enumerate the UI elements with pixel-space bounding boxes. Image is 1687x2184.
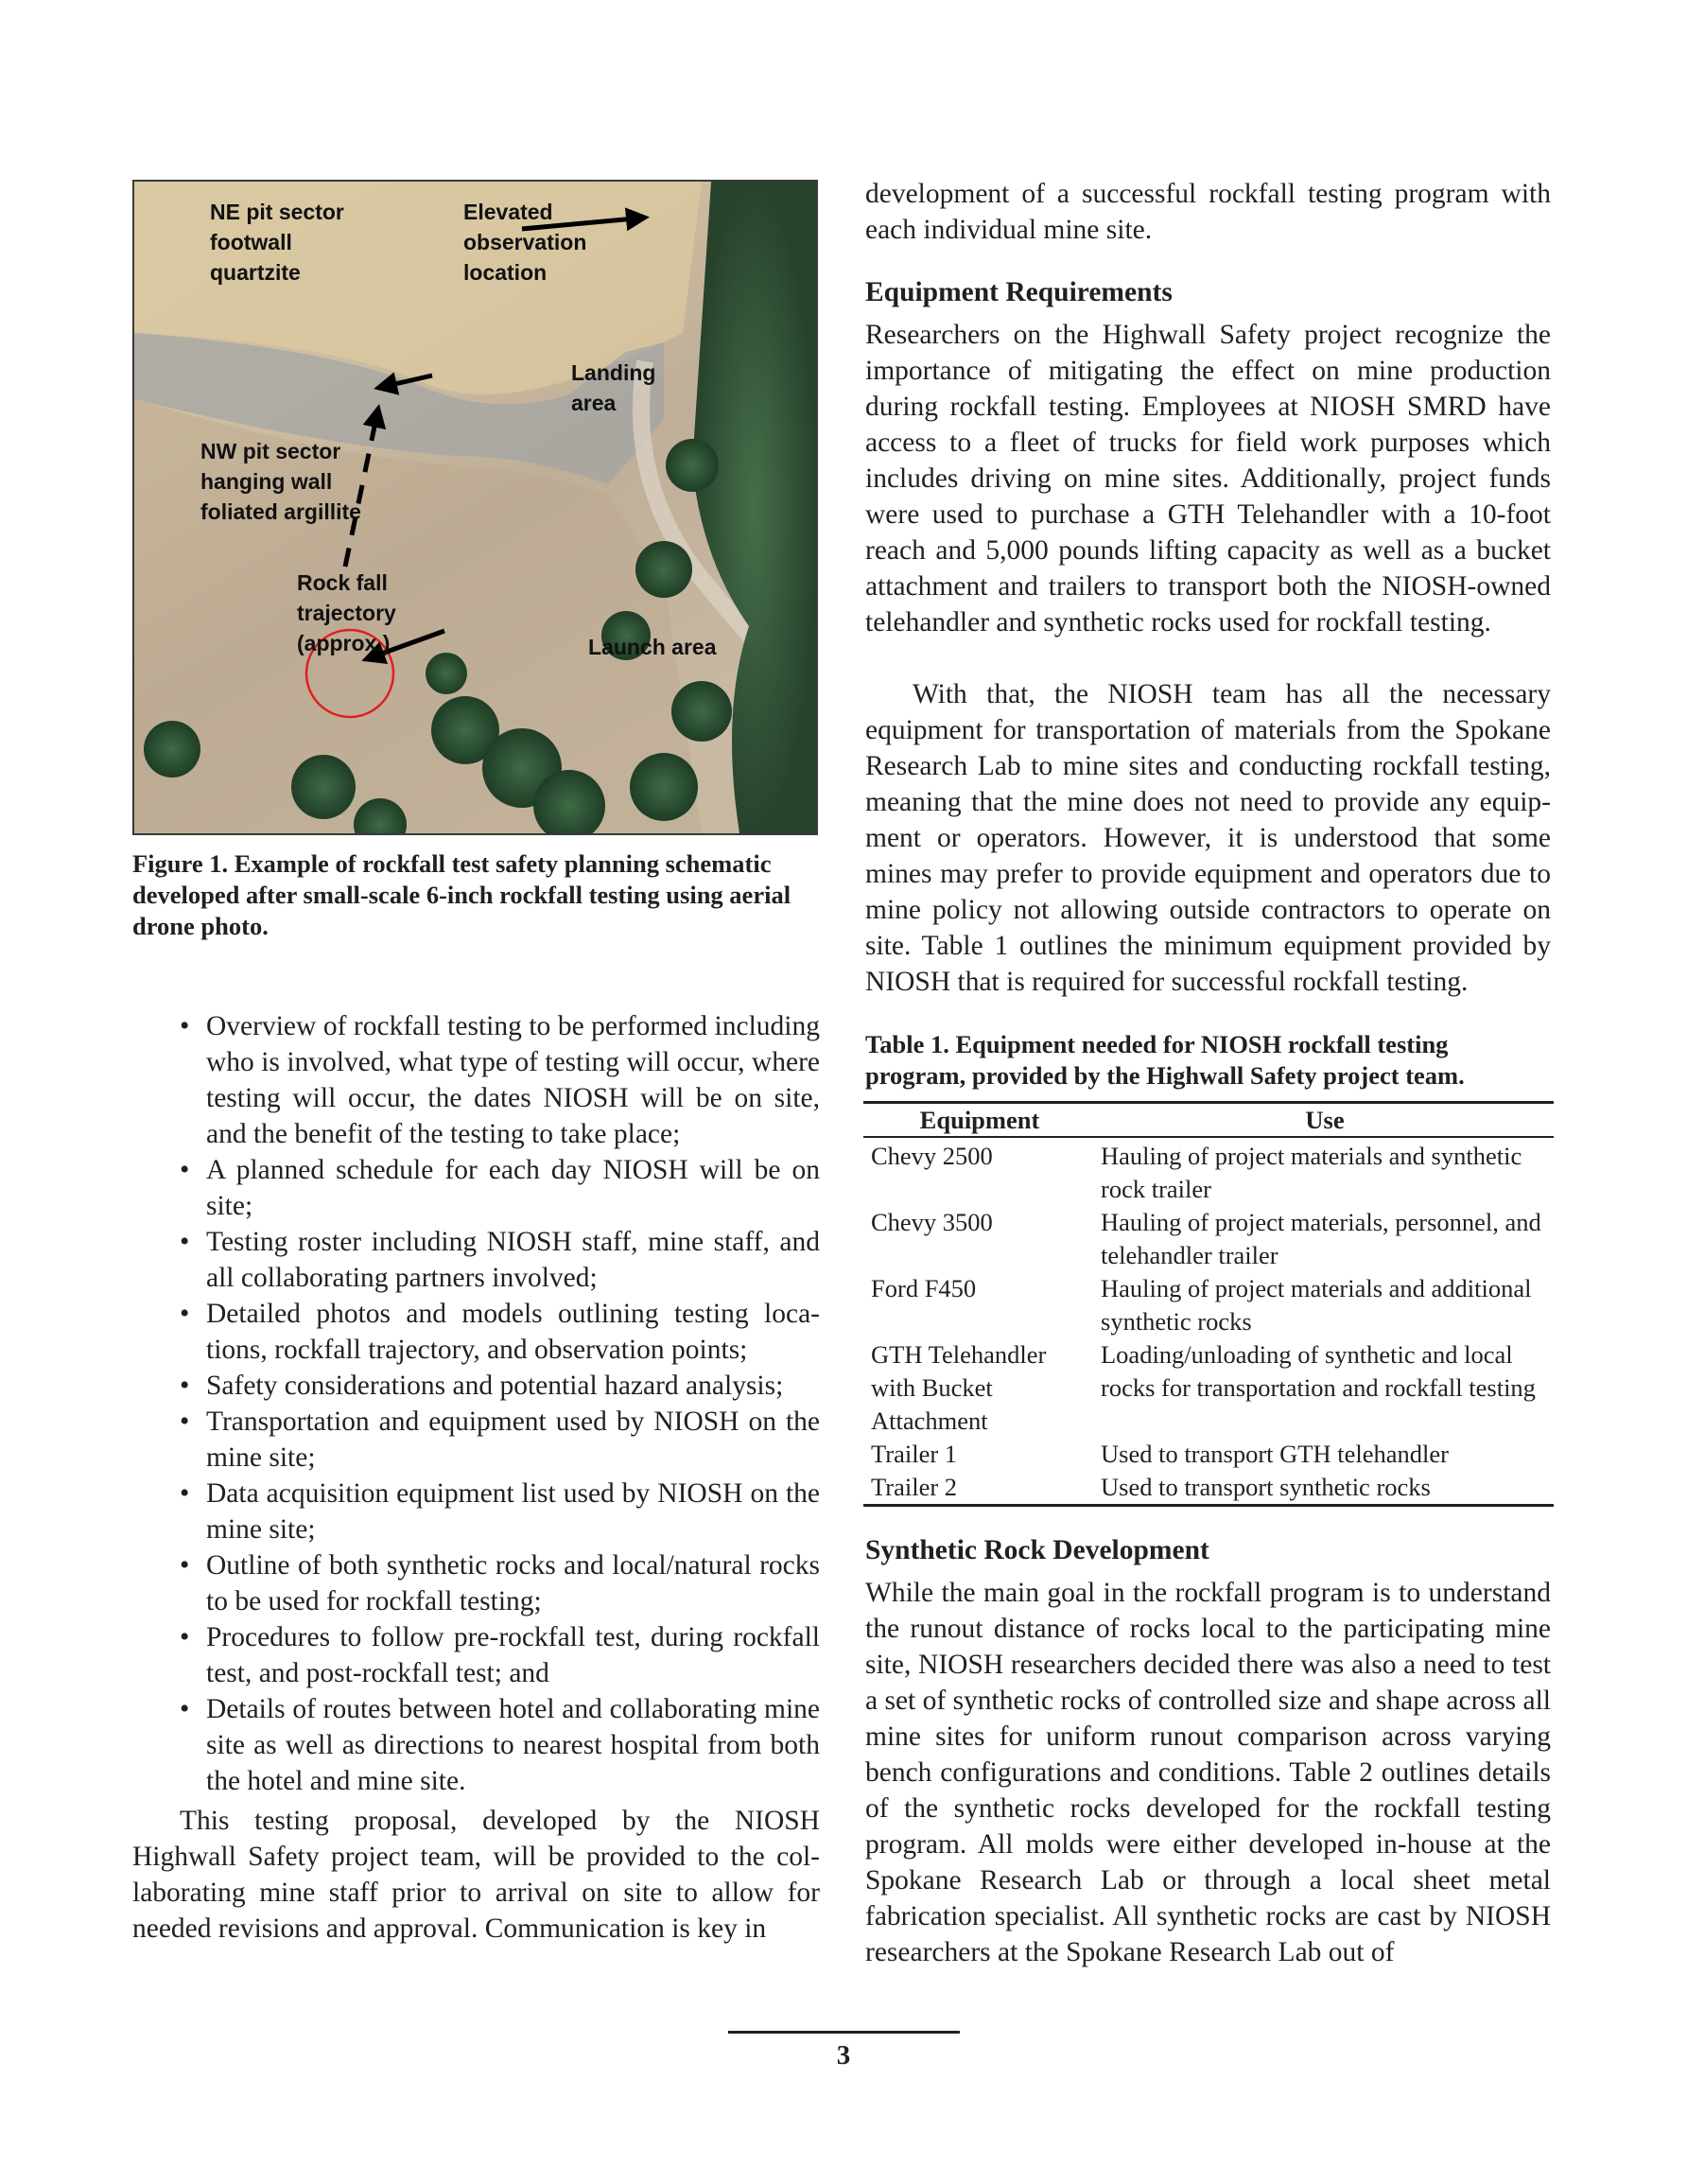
column-header-use: Use bbox=[1096, 1103, 1554, 1138]
list-item: • Details of routes between hotel and collaborating mine site as well as directions to nearest hospital from both the hotel and mine site. bbox=[180, 1691, 820, 1799]
page-number: 3 bbox=[836, 2040, 851, 2070]
table-row bbox=[863, 1206, 1554, 1272]
label-ne-sector: NE pit sector footwall quartzite bbox=[210, 200, 344, 285]
cell-equipment: Chevy 3500 bbox=[871, 1208, 993, 1236]
table-row bbox=[863, 1471, 1554, 1506]
table-caption: Table 1. Equipment needed for NIOSH rockfall testing program, provided by the Highwall Safety project team. bbox=[865, 1030, 1465, 1090]
cell-use: Hauling of project materials and synthetic rock trailer bbox=[1101, 1142, 1522, 1203]
list-item: • Outline of both synthetic rocks and local/natural rocks to be used for rockfall testing; bbox=[180, 1547, 820, 1619]
figure-caption: Figure 1. Example of rockfall test safety planning schematic developed after small-scale 6-inch rockfall testing using aerial drone photo. bbox=[132, 849, 791, 940]
column-header-equipment: Equipment bbox=[863, 1103, 1096, 1138]
aerial-photo-image bbox=[134, 182, 816, 833]
heading-synthetic-rock-development: Synthetic Rock Development bbox=[865, 1535, 1209, 1565]
cell-use: Hauling of project materials and additional synthetic rocks bbox=[1101, 1274, 1532, 1336]
table-row bbox=[863, 1137, 1554, 1206]
testing-proposal-paragraph: This testing proposal, developed by the NIOSH Highwall Safety project team, will be provided to the collaborating mine staff prior to arrival on site to allow for needed revisions and approval. Communication is key in bbox=[132, 1806, 820, 1944]
list-item: • Detailed photos and models outlining testing locations, rockfall trajectory, and observation points; bbox=[180, 1296, 820, 1368]
proposal-contents-list bbox=[180, 1008, 820, 1799]
table-row bbox=[863, 1438, 1554, 1471]
synthetic-rock-paragraph: While the main goal in the rockfall program is to understand the runout distance of rocks local to the participating mine site, NIOSH researchers decided there was also a need to test a set of synthetic rocks of controlled size and shape across all mine sites for uniform runout comparison across varying bench configurations and conditions. Table 2 outlines details of the synthetic rocks developed for the rockfall testing program. All molds were either developed in-house at the Spokane Research Lab or through a local sheet metal fabrication specialist. All synthetic rocks are cast by NIOSH researchers at the Spokane Research Lab out of bbox=[865, 1578, 1551, 1967]
cell-equipment: Trailer 2 bbox=[863, 1471, 1096, 1506]
continuation-paragraph: development of a successful rockfall testing program with each individual mine site. bbox=[865, 179, 1551, 245]
table-row bbox=[863, 1338, 1554, 1438]
cell-use: Used to transport synthetic rocks bbox=[1096, 1471, 1554, 1506]
list-item: • A planned schedule for each day NIOSH will be on site; bbox=[180, 1152, 820, 1224]
cell-use: Hauling of project materials, personnel, and telehandler trailer bbox=[1101, 1208, 1541, 1269]
cell-equipment: Chevy 2500 bbox=[871, 1142, 993, 1170]
list-item: • Data acquisition equipment list used by NIOSH on the mine site; bbox=[180, 1476, 820, 1547]
equipment-table bbox=[863, 1101, 1554, 1507]
figure-aerial-photo bbox=[132, 180, 818, 835]
label-rockfall-trajectory: Rock fall trajectory (approx.) bbox=[297, 570, 396, 655]
list-item: • Procedures to follow pre-rockfall test, during rockfall test, and post-rockfall test; and bbox=[180, 1619, 820, 1691]
table-row bbox=[863, 1272, 1554, 1338]
label-landing-area: Landing area bbox=[571, 360, 656, 415]
label-nw-sector: NW pit sector hanging wall foliated argillite bbox=[200, 439, 361, 524]
cell-equipment: GTH Telehandler with Bucket Attachment bbox=[871, 1340, 1047, 1435]
equipment-paragraph-2: With that, the NIOSH team has all the necessary equipment for transportation of materials from the Spokane Research Lab to mine sites and conducting rockfall testing, meaning that the mine does not need to provide any equipment or operators. However, it is understood that some mines may prefer to provide equipment and operators due to mine policy not allowing outside contractors to operate on site. Table 1 outlines the minimum equipment provided by NIOSH that is required for successful rockfall testing. bbox=[865, 679, 1551, 997]
cell-equipment: Trailer 1 bbox=[871, 1440, 958, 1468]
list-item: • Safety considerations and potential hazard analysis; bbox=[180, 1368, 820, 1404]
cell-use: Used to transport GTH telehandler bbox=[1101, 1440, 1449, 1468]
cell-equipment: Ford F450 bbox=[871, 1274, 977, 1302]
list-item: • Transportation and equipment used by NIOSH on the mine site; bbox=[180, 1404, 820, 1476]
label-elevated-observation: Elevated observation location bbox=[463, 200, 587, 285]
label-launch-area: Launch area bbox=[588, 635, 717, 659]
cell-use: Loading/unloading of synthetic and local rocks for transportation and rockfall testing bbox=[1101, 1340, 1536, 1402]
footer-rule bbox=[728, 2031, 960, 2034]
equipment-paragraph-1: Researchers on the Highwall Safety project recognize the importance of mitigating the effect on mine production during rockfall testing. Employees at NIOSH SMRD have access to a fleet of trucks for field work purposes which includes driving on mine sites. Additionally, project funds were used to purchase a GTH Telehandler with a 10-foot reach and 5,000 pounds lifting capacity as well as a bucket attachment and trailers to transport both the NIOSH-owned telehandler and synthetic rocks used for rockfall testing. bbox=[865, 320, 1551, 638]
table-header-row bbox=[863, 1103, 1554, 1138]
heading-equipment-requirements: Equipment Requirements bbox=[865, 277, 1173, 307]
list-item: • Overview of rockfall testing to be performed including who is involved, what type of testing will occur, where testing will occur, the dates NIOSH will be on site, and the benefit of the testing to take place; bbox=[180, 1008, 820, 1152]
list-item: • Testing roster including NIOSH staff, mine staff, and all collaborating partners involved; bbox=[180, 1224, 820, 1296]
